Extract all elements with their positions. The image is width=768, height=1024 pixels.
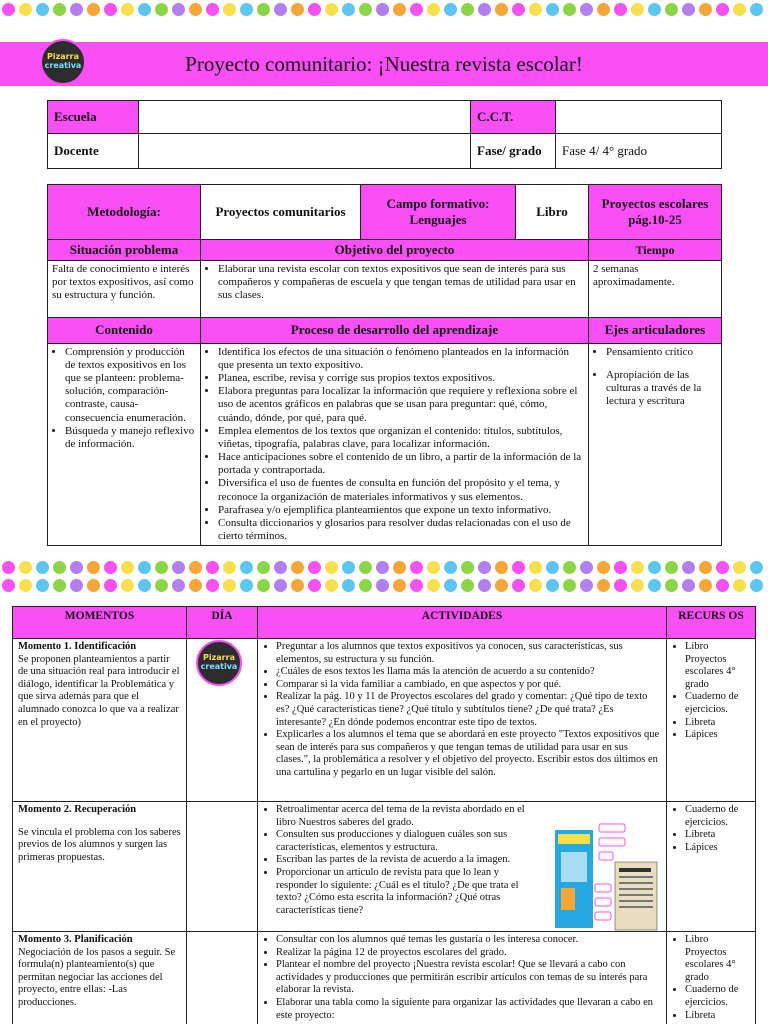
decor-dot	[70, 3, 83, 16]
momento-1-activities	[258, 639, 667, 802]
contenido-item: • Búsqueda y manejo reflexivo de información.	[65, 425, 196, 451]
escuela-label: Escuela	[48, 101, 139, 134]
momento-1-resources	[667, 639, 756, 802]
decor-dot	[172, 561, 185, 574]
activity-item: • Elaborar una tabla como la siguiente para organizar las actividades que llevaran a cabo en este proyecto:	[276, 997, 661, 1022]
activity-item: • Consulten sus producciones y dialoguen cuáles son sus características, elementos y estructura.	[276, 829, 538, 854]
decor-dot	[614, 561, 627, 574]
label-box	[599, 824, 625, 832]
article-line	[619, 876, 653, 878]
decor-dot	[104, 3, 117, 16]
decor-dot	[410, 3, 423, 16]
proceso-item: • Emplea elementos de los textos que organizan el contenido: títulos, subtítulos, viñetas, tipografía, palabras clave, para localizar información.	[218, 425, 584, 451]
momento-2-title: Momento 2. Recuperación	[18, 804, 137, 815]
activity-item: • Explicarles a los alumnos el tema que se abordará en este proyecto "Textos expositivos que sean de interés para sus compañeros y que tengan temas de utilidad para usar en sus clases.", la problemática a resolver y el objetivo del proyecto. Escribir estos dos últimos en una cartulina y pegarlo en un lugar visible del salón.	[276, 729, 661, 779]
decor-dot	[291, 561, 304, 574]
decor-dot	[155, 561, 168, 574]
decor-dot	[291, 3, 304, 16]
article-heading	[619, 868, 651, 872]
contenido-cell	[48, 343, 201, 546]
decor-dot	[359, 561, 372, 574]
decor-dot	[512, 561, 525, 574]
fase-label: Fase/ grado	[471, 134, 556, 169]
decor-dot	[750, 561, 763, 574]
decor-dot	[733, 579, 746, 592]
decor-dot	[223, 579, 236, 592]
decor-dot	[376, 561, 389, 574]
decor-dot	[104, 561, 117, 574]
decor-dot	[665, 3, 678, 16]
decor-dot	[597, 579, 610, 592]
top-dot-border	[0, 3, 768, 19]
decor-dot	[495, 561, 508, 574]
logo-small-line-1: Pizarra	[203, 653, 235, 663]
decor-dot	[155, 579, 168, 592]
actividades-header: ACTIVIDADES	[258, 607, 667, 639]
decor-dot	[614, 579, 627, 592]
decor-dot	[597, 561, 610, 574]
activities-table	[12, 606, 756, 1024]
decor-dot	[427, 3, 440, 16]
resource-item: • Libro Proyectos escolares 4° grado	[685, 934, 750, 984]
decor-dot	[53, 3, 66, 16]
decor-dot	[342, 561, 355, 574]
decor-dot	[716, 579, 729, 592]
decor-dot	[274, 3, 287, 16]
decor-dot	[240, 579, 253, 592]
decor-dot	[495, 579, 508, 592]
decor-dot	[138, 3, 151, 16]
situacion-problema-label: Situación problema	[48, 240, 201, 261]
resource-item: • Libreta	[685, 1010, 750, 1023]
decor-dot	[274, 579, 287, 592]
decor-dot	[444, 561, 457, 574]
middle-dot-border-2	[0, 579, 768, 595]
objetivo-cell	[201, 260, 589, 317]
proceso-item: • Diversifica el uso de fuentes de consulta en función del propósito y el tema, y reconoce la organización de materiales informativos y sus elementos.	[218, 477, 584, 503]
proceso-item: • Hace anticipaciones sobre el contenido de un libro, a partir de la información de la portada y contraportada.	[218, 451, 584, 477]
momento-3-title: Momento 3. Planificación	[18, 934, 133, 945]
decor-dot	[546, 579, 559, 592]
campo-formativo-label: Campo formativo: Lenguajes	[361, 185, 516, 240]
decor-dot	[410, 561, 423, 574]
escuela-field[interactable]	[139, 101, 471, 134]
decor-dot	[2, 3, 15, 16]
decor-dot	[138, 561, 151, 574]
activity-item: • Consultar con los alumnos qué temas les gustaría o les interesa conocer.	[276, 934, 661, 947]
recursos-header: RECURS OS	[667, 607, 756, 639]
decor-dot	[308, 579, 321, 592]
decor-dot	[631, 561, 644, 574]
decor-dot	[597, 3, 610, 16]
proceso-item: • Identifica los efectos de una situación o fenómeno planteados en la información que presenta un texto expositivo.	[218, 346, 584, 372]
decor-dot	[393, 3, 406, 16]
article-line	[619, 906, 653, 908]
label-box	[595, 912, 611, 920]
decor-dot	[461, 3, 474, 16]
decor-dot	[376, 3, 389, 16]
decor-dot	[36, 561, 49, 574]
metodologia-value: Proyectos comunitarios	[201, 185, 361, 240]
decor-dot	[461, 579, 474, 592]
decor-dot	[53, 561, 66, 574]
article-line	[619, 894, 653, 896]
decor-dot	[393, 579, 406, 592]
resource-item: • Lápices	[685, 729, 750, 742]
decor-dot	[563, 579, 576, 592]
momento-3-resources	[667, 932, 756, 1024]
decor-dot	[614, 3, 627, 16]
resource-item: • Cuaderno de ejercicios.	[685, 691, 750, 716]
decor-dot	[359, 579, 372, 592]
momento-2-cell	[13, 802, 187, 932]
decor-dot	[308, 561, 321, 574]
libro-label: Libro	[516, 185, 589, 240]
decor-dot	[546, 3, 559, 16]
decor-dot	[376, 579, 389, 592]
momento-1-desc: Se proponen planteamientos a partir de una situación real para introducir el diálogo, identificar la Problemática y que sirva además para que el alumnado conozca lo que va a realizar en el proyecto)	[18, 653, 180, 728]
decor-dot	[189, 561, 202, 574]
activity-item: • Proporcionar un artículo de revista para que lo lean y responder lo siguiente: ¿Cuál es el título? ¿De que trata el texto? ¿Cómo esta escrita la información? ¿Qué otras características tiene?	[276, 867, 538, 917]
label-box	[599, 852, 613, 860]
fase-value: Fase 4/ 4° grado	[556, 134, 722, 169]
decor-dot	[427, 561, 440, 574]
decor-dot	[325, 579, 338, 592]
decor-dot	[206, 579, 219, 592]
activity-item: • ¿Cuáles de esos textos les llama más la atención de acuerdo a su contenido?	[276, 666, 661, 679]
decor-dot	[461, 561, 474, 574]
decor-dot	[529, 3, 542, 16]
resource-item: • Cuaderno de ejercicios.	[685, 804, 750, 829]
decor-dot	[631, 579, 644, 592]
decor-dot	[682, 3, 695, 16]
proceso-item: • Planea, escribe, revisa y corrige sus propios textos expositivos.	[218, 372, 584, 385]
decor-dot	[206, 561, 219, 574]
libro-value: Proyectos escolares pág.10-25	[589, 185, 722, 240]
ejes-cell	[589, 343, 722, 546]
activity-item: • Escriban las partes de la revista de acuerdo a la imagen.	[276, 854, 538, 867]
decor-dot	[580, 3, 593, 16]
decor-dot	[342, 3, 355, 16]
activity-item: • Comparar si la vida familiar a cambiado, en que aspectos y por qué.	[276, 679, 661, 692]
decor-dot	[478, 3, 491, 16]
metodologia-label: Metodología:	[48, 185, 201, 240]
decor-dot	[648, 579, 661, 592]
cct-label: C.C.T.	[471, 101, 556, 134]
tiempo-label: Tiempo	[589, 240, 722, 261]
tiempo-text: 2 semanas aproximadamente.	[589, 260, 722, 317]
page-title: Proyecto comunitario: ¡Nuestra revista escolar!	[185, 52, 583, 76]
decor-dot	[444, 579, 457, 592]
resource-item: • Libreta	[685, 717, 750, 730]
decor-dot	[206, 3, 219, 16]
activity-item: • Realizar la pág. 10 y 11 de Proyectos escolares del grado y comentar: ¿Qué tipo de texto es? ¿Qué características tiene? ¿Qué título y subtítulos tiene? ¿De qué trata? ¿Es interesante? ¿En dónde podemos encontrar este tipo de textos.	[276, 691, 661, 729]
resource-item: • Lápices	[685, 842, 750, 855]
ejes-label: Ejes articuladores	[589, 317, 722, 343]
activity-item: • Plantear el nombre del proyecto ¡Nuestra revista escolar! Que se llevará a cabo con actividades y producciones que permitirán escribir artículos con temas de su interés para elaborar la revista.	[276, 959, 661, 997]
decor-dot	[733, 3, 746, 16]
proceso-label: Proceso de desarrollo del aprendizaje	[201, 317, 589, 343]
decor-dot	[529, 561, 542, 574]
logo-line-2: creativa	[44, 61, 82, 70]
decor-dot	[36, 3, 49, 16]
article-line	[619, 888, 653, 890]
decor-dot	[444, 3, 457, 16]
decor-dot	[546, 561, 559, 574]
momento-2-dia[interactable]	[187, 802, 258, 932]
decor-dot	[121, 579, 134, 592]
decor-dot	[172, 579, 185, 592]
decor-dot	[699, 3, 712, 16]
objetivo-text: • Elaborar una revista escolar con textos expositivos que sean de interés para sus compañeros y compañeras de escuela y que tengan temas de utilidad para usar en sus clases.	[218, 263, 584, 303]
proceso-item: • Consulta diccionarios y glosarios para resolver dudas relacionadas con el uso de cierto términos.	[218, 517, 584, 543]
decor-dot	[716, 561, 729, 574]
decor-dot	[70, 579, 83, 592]
decor-dot	[410, 579, 423, 592]
decor-dot	[87, 3, 100, 16]
magazine-masthead	[558, 834, 590, 844]
contenido-label: Contenido	[48, 317, 201, 343]
proceso-cell	[201, 343, 589, 546]
decor-dot	[512, 3, 525, 16]
momento-3-activities	[258, 932, 667, 1024]
decor-dot	[699, 561, 712, 574]
decor-dot	[36, 579, 49, 592]
article-line	[619, 882, 653, 884]
situacion-text: Falta de conocimiento e interés por textos expositivos, así como su estructura y función.	[48, 260, 201, 317]
magazine-parts-image	[553, 822, 663, 934]
docente-field[interactable]	[139, 134, 471, 169]
logo-small-line-2: creativa	[200, 662, 238, 671]
decor-dot	[631, 3, 644, 16]
resource-item: • Libro Proyectos escolares 4° grado	[685, 641, 750, 691]
docente-label: Docente	[48, 134, 139, 169]
decor-dot	[87, 579, 100, 592]
decor-dot	[648, 561, 661, 574]
decor-dot	[342, 579, 355, 592]
decor-dot	[665, 579, 678, 592]
activity-item: • Preguntar a los alumnos que textos expositivos ya conocen, sus características, sus elementos, su estructura y su función.	[276, 641, 661, 666]
decor-dot	[257, 579, 270, 592]
resource-item: • Cuaderno de ejercicios.	[685, 984, 750, 1009]
decor-dot	[274, 561, 287, 574]
decor-dot	[495, 3, 508, 16]
momento-3-desc: Negociación de los pasos a seguir. Se formula(n) planteamiento(s) que permitan negociar las acciones del proyecto, entre ellas: -Las producciones.	[18, 946, 176, 1008]
decor-dot	[121, 3, 134, 16]
decor-dot	[325, 561, 338, 574]
proceso-item: • Parafrasea y/o ejemplifica planteamientos que expone un texto informativo.	[218, 504, 584, 517]
decor-dot	[393, 561, 406, 574]
label-box	[595, 884, 611, 892]
decor-dot	[529, 579, 542, 592]
momento-2-resources	[667, 802, 756, 932]
label-box	[599, 838, 625, 846]
decor-dot	[189, 579, 202, 592]
decor-dot	[359, 3, 372, 16]
logo-line-1: Pizarra	[47, 52, 79, 62]
decor-dot	[104, 579, 117, 592]
decor-dot	[750, 579, 763, 592]
decor-dot	[19, 3, 32, 16]
decor-dot	[580, 579, 593, 592]
decor-dot	[19, 579, 32, 592]
decor-dot	[563, 561, 576, 574]
decor-dot	[87, 561, 100, 574]
decor-dot	[716, 3, 729, 16]
momento-3-cell	[13, 932, 187, 1024]
proceso-item: • Elabora preguntas para localizar la información que requiere y reflexiona sobre el uso de acentos gráficos en palabras que se usan para preguntar: qué, cómo, cuándo, dónde, por qué, para qué.	[218, 385, 584, 425]
decor-dot	[121, 561, 134, 574]
decor-dot	[240, 3, 253, 16]
decor-dot	[699, 579, 712, 592]
momentos-header: MOMENTOS	[13, 607, 187, 639]
decor-dot	[750, 3, 763, 16]
label-box	[595, 898, 611, 906]
decor-dot	[308, 3, 321, 16]
magazine-figure	[561, 888, 575, 910]
decor-dot	[240, 561, 253, 574]
eje-item: • Pensamiento crítico	[606, 346, 717, 359]
decor-dot	[257, 3, 270, 16]
decor-dot	[682, 561, 695, 574]
decor-dot	[2, 561, 15, 574]
decor-dot	[512, 579, 525, 592]
magazine-photo	[561, 852, 587, 882]
decor-dot	[733, 561, 746, 574]
article-line	[619, 900, 653, 902]
decor-dot	[223, 3, 236, 16]
decor-dot	[19, 561, 32, 574]
objetivo-label: Objetivo del proyecto	[201, 240, 589, 261]
decor-dot	[172, 3, 185, 16]
decor-dot	[155, 3, 168, 16]
decor-dot	[682, 579, 695, 592]
decor-dot	[2, 579, 15, 592]
decor-dot	[427, 579, 440, 592]
momento-2-desc: Se vincula el problema con los saberes previos de los alumnos y surgen las primeras propuestas.	[18, 826, 181, 863]
decor-dot	[563, 3, 576, 16]
momento-1-cell	[13, 639, 187, 802]
activity-item: • Retroalimentar acerca del tema de la revista abordado en el libro Nuestros saberes del grado.	[276, 804, 538, 829]
decor-dot	[53, 579, 66, 592]
school-info-table	[47, 100, 722, 169]
decor-dot	[189, 3, 202, 16]
momento-3-dia[interactable]	[187, 932, 258, 1024]
cct-field[interactable]	[556, 101, 722, 134]
decor-dot	[478, 579, 491, 592]
decor-dot	[223, 561, 236, 574]
decor-dot	[478, 561, 491, 574]
resource-item: • Libreta	[685, 829, 750, 842]
dia-header: DÍA	[187, 607, 258, 639]
decor-dot	[257, 561, 270, 574]
decor-dot	[291, 579, 304, 592]
pizarra-creativa-logo-small	[196, 640, 242, 686]
decor-dot	[325, 3, 338, 16]
middle-dot-border-1	[0, 561, 768, 577]
contenido-item: • Comprensión y producción de textos expositivos en los que se planteen: problema-solución, comparación-contraste, causa-consecuencia enumeración.	[65, 346, 196, 425]
momento-1-title: Momento 1. Identificación	[18, 641, 137, 652]
decor-dot	[70, 561, 83, 574]
decor-dot	[138, 579, 151, 592]
project-plan-table	[47, 184, 722, 546]
eje-item: • Apropiación de las culturas a través de la lectura y escritura	[606, 369, 717, 409]
decor-dot	[648, 3, 661, 16]
decor-dot	[580, 561, 593, 574]
decor-dot	[665, 561, 678, 574]
activity-item: • Realizar la página 12 de proyectos escolares del grado.	[276, 947, 661, 960]
